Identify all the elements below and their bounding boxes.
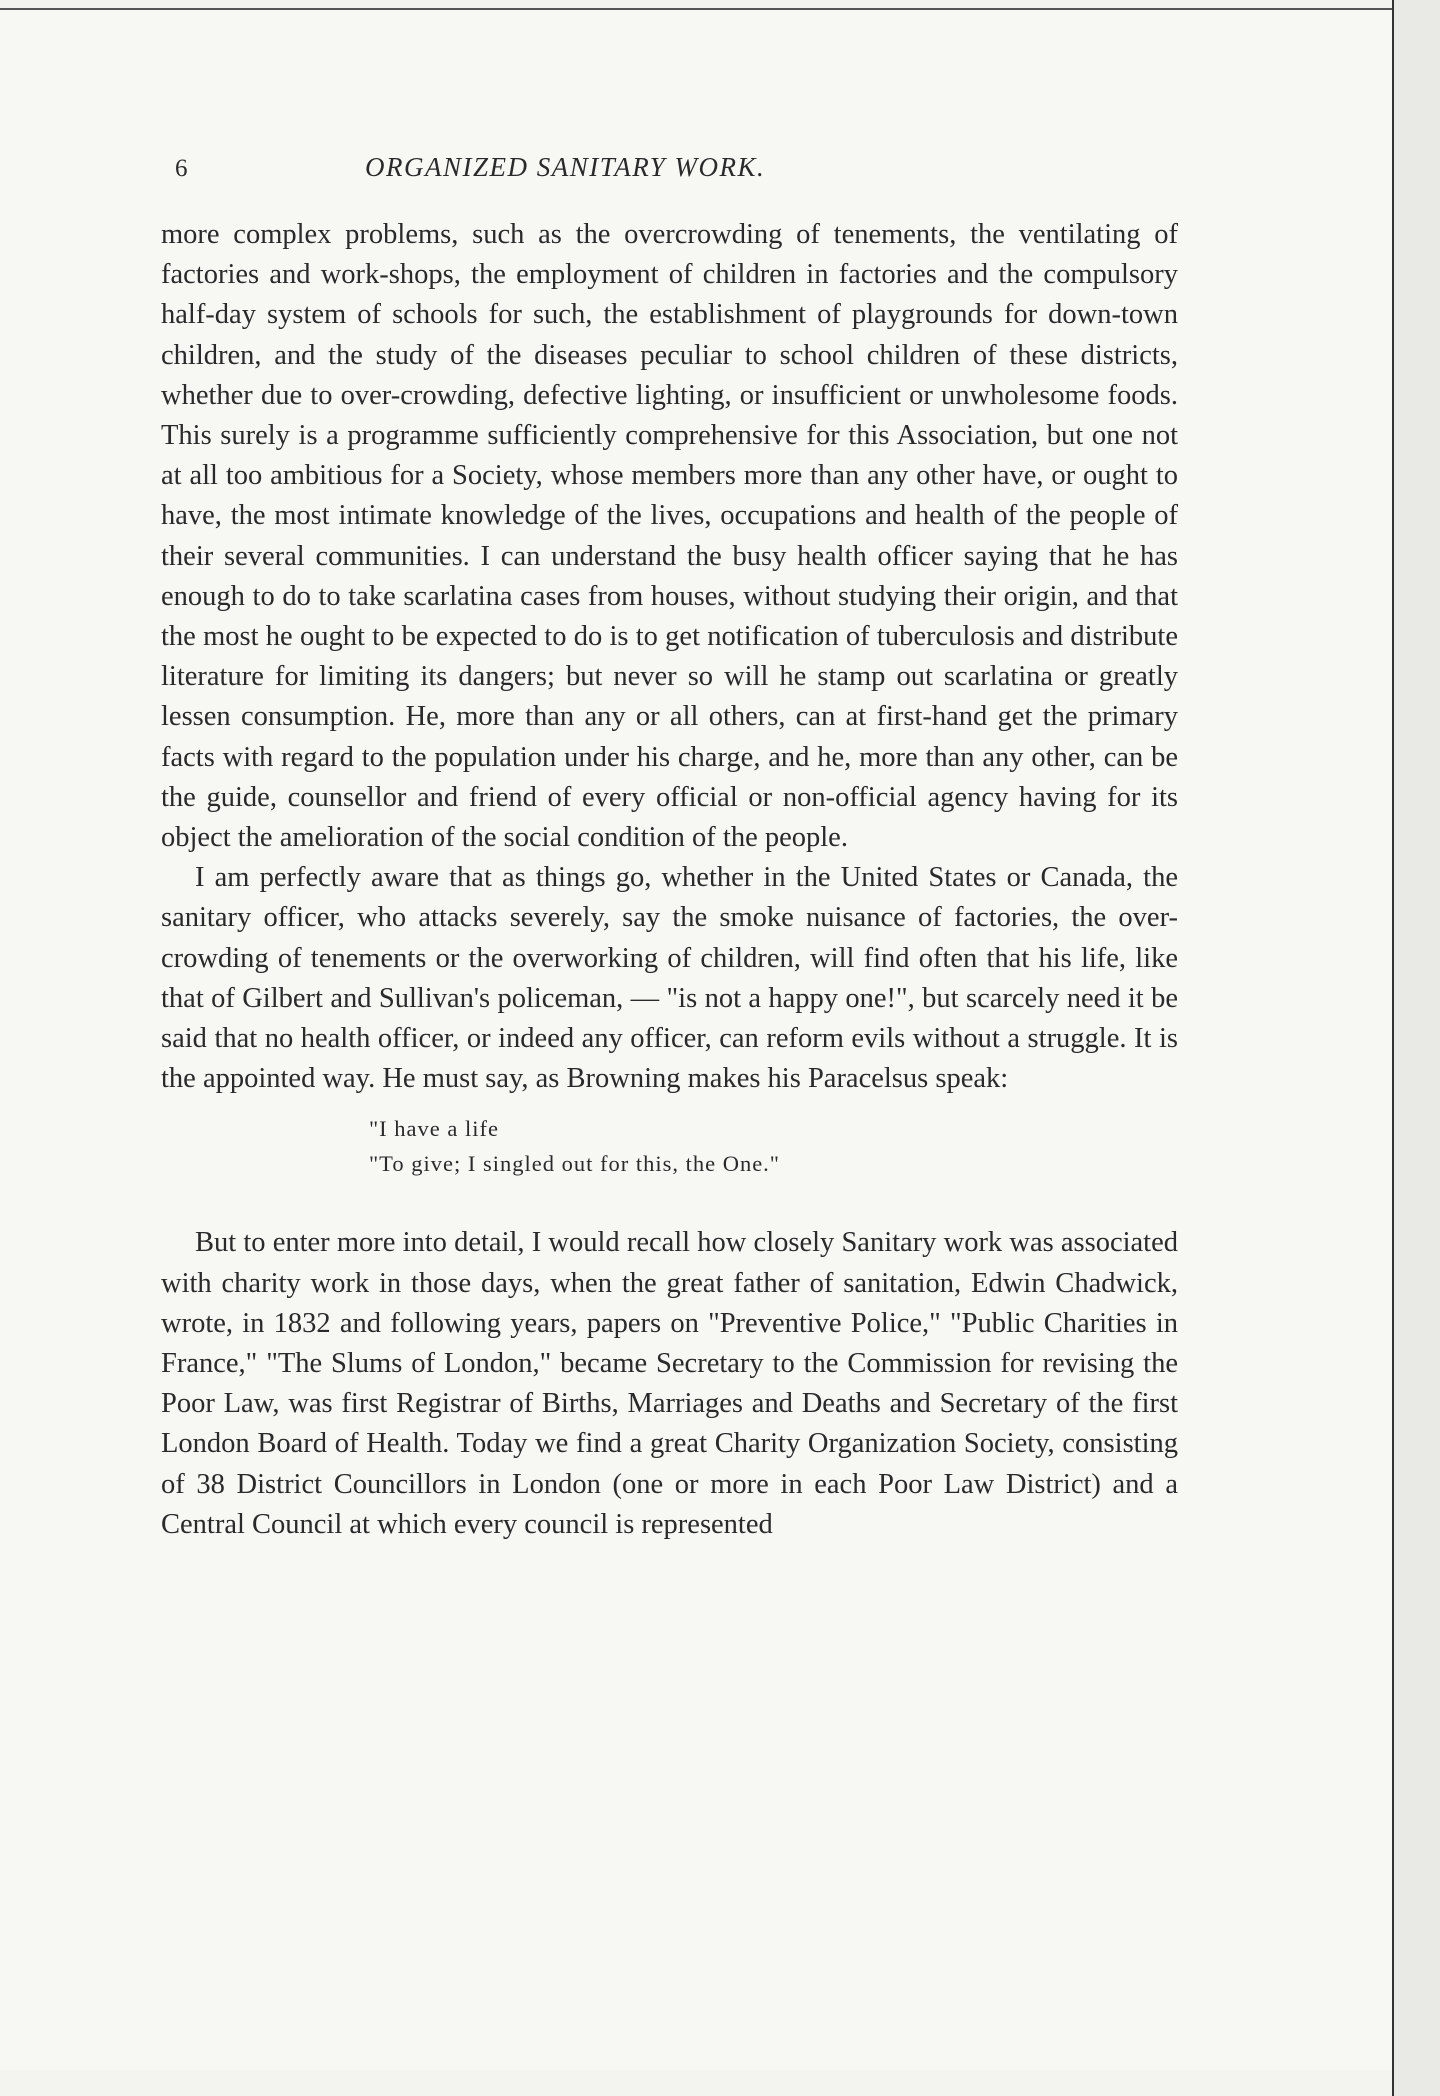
- book-page: [0, 8, 1392, 2070]
- page-edge: [1392, 0, 1440, 2096]
- page-body: [161, 215, 1178, 1545]
- running-title: ORGANIZED SANITARY WORK.: [365, 152, 766, 182]
- paragraph-2: I am perfectly aware that as things go, whether in the United States or Canada, the sanitary officer, who attacks severely, say the smoke nuisance of factories, the over-crowding of tenements or the overworking of children, will find often that his life, like that of Gilbert and Sullivan's policeman, — "is not a happy one!", but scarcely need it be said that no health officer, or indeed any officer, can reform evils without a struggle. It is the appointed way. He must say, as Browning makes his Paracelsus speak:: [161, 862, 1178, 1095]
- page-header: [175, 152, 935, 183]
- quote-line-1: "I have a life: [369, 1116, 499, 1142]
- block-quote: [369, 1111, 1178, 1181]
- paragraph-1: more complex problems, such as the overcrowding of tenements, the ventilating of factories and work-shops, the employment of children in factories and the compulsory half-day system of schools for such, the establishment of playgrounds for down-town children, and the study of the diseases peculiar to school children of these districts, whether due to over-crowding, defective lighting, or insufficient or unwholesome foods. This surely is a programme sufficiently comprehensive for this Association, but one not at all too ambitious for a Society, whose members more than any other have, or ought to have, the most intimate knowledge of the lives, occupations and health of the people of their several communities. I can understand the busy health officer saying that he has enough to do to take scarlatina cases from houses, without studying their origin, and that the most he ought to be expected to do is to get notification of tuberculosis and distribute literature for limiting its dangers; but never so will he stamp out scarlatina or greatly lessen consumption. He, more than any or all others, can at first-hand get the primary facts with regard to the population under his charge, and he, more than any other, can be the guide, counsellor and friend of every official or non-official agency having for its object the amelioration of the social condition of the people.: [161, 219, 1178, 854]
- paragraph-3: But to enter more into detail, I would recall how closely Sanitary work was associated with charity work in those days, when the great father of sanitation, Edwin Chadwick, wrote, in 1832 and following years, papers on "Preventive Police," "Public Charities in France," "The Slums of London," became Secretary to the Commission for revising the Poor Law, was first Registrar of Births, Marriages and Deaths and Secretary of the first London Board of Health. Today we find a great Charity Organization Society, consisting of 38 District Councillors in London (one or more in each Poor Law District) and a Central Council at which every council is represented: [161, 1227, 1178, 1540]
- page-number: 6: [175, 155, 188, 182]
- quote-line-2: "To give; I singled out for this, the One.": [369, 1151, 780, 1177]
